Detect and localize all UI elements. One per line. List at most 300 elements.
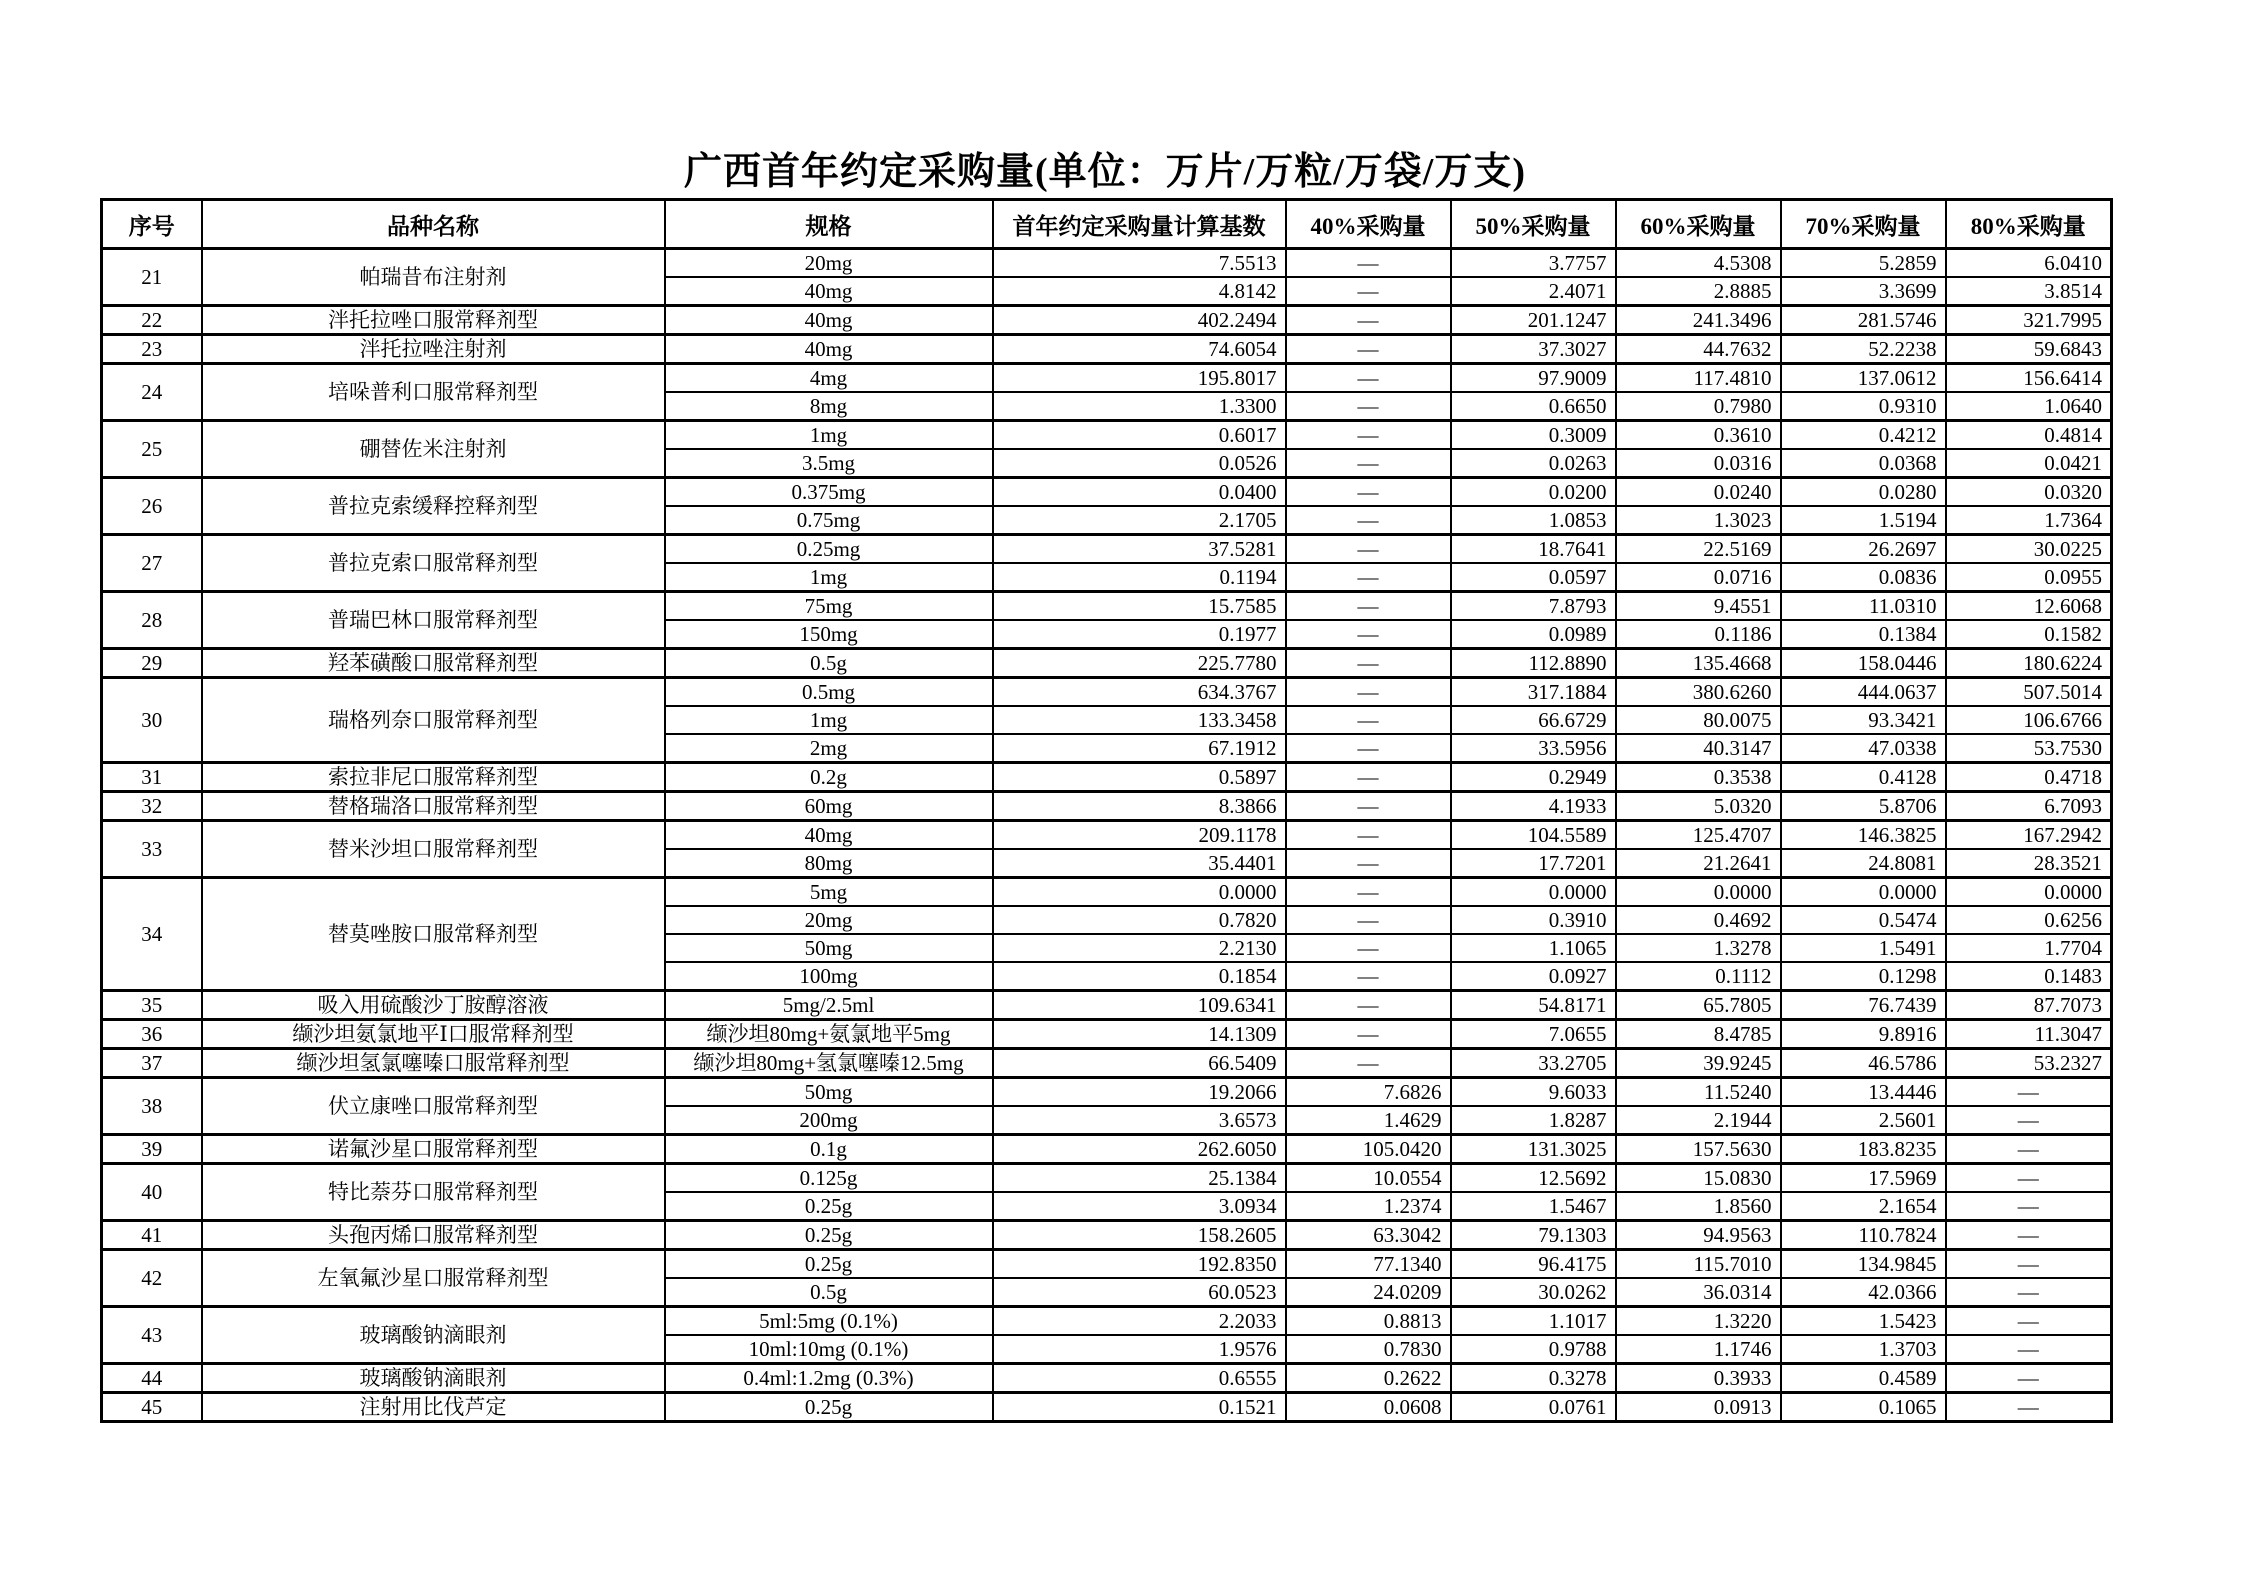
- table-row: [102, 1393, 2112, 1422]
- cell-spec: 20mg: [665, 249, 993, 278]
- cell-p50: 9.6033: [1451, 1078, 1616, 1107]
- cell-p80: —: [1946, 1335, 2112, 1364]
- cell-p50: 112.8890: [1451, 649, 1616, 678]
- cell-p60: 380.6260: [1616, 678, 1781, 707]
- cell-base-volume: 0.0526: [993, 449, 1286, 478]
- cell-p60: 157.5630: [1616, 1135, 1781, 1164]
- cell-p50: 4.1933: [1451, 792, 1616, 821]
- cell-seq: 40: [102, 1164, 202, 1221]
- cell-p40: —: [1286, 906, 1451, 934]
- cell-p60: 15.0830: [1616, 1164, 1781, 1193]
- cell-spec: 0.75mg: [665, 506, 993, 535]
- cell-p70: 0.0280: [1781, 478, 1946, 507]
- table-row: [102, 1049, 2112, 1078]
- cell-p60: 0.1186: [1616, 620, 1781, 649]
- cell-seq: 24: [102, 364, 202, 421]
- cell-p40: 10.0554: [1286, 1164, 1451, 1193]
- cell-seq: 38: [102, 1078, 202, 1135]
- cell-base-volume: 209.1178: [993, 821, 1286, 850]
- table-row: [102, 535, 2112, 564]
- cell-p80: 1.7704: [1946, 934, 2112, 962]
- cell-spec: 0.5g: [665, 649, 993, 678]
- cell-product-name: 替莫唑胺口服常释剂型: [202, 878, 665, 991]
- cell-p60: 0.0240: [1616, 478, 1781, 507]
- cell-p40: 0.2622: [1286, 1364, 1451, 1393]
- cell-product-name: 左氧氟沙星口服常释剂型: [202, 1250, 665, 1307]
- cell-spec: 4mg: [665, 364, 993, 393]
- table-body: [102, 249, 2112, 1422]
- table-row: [102, 335, 2112, 364]
- cell-seq: 32: [102, 792, 202, 821]
- cell-base-volume: 3.0934: [993, 1192, 1286, 1221]
- cell-p70: 9.8916: [1781, 1020, 1946, 1049]
- cell-p70: 444.0637: [1781, 678, 1946, 707]
- cell-base-volume: 225.7780: [993, 649, 1286, 678]
- cell-seq: 43: [102, 1307, 202, 1364]
- cell-spec: 0.375mg: [665, 478, 993, 507]
- cell-p50: 12.5692: [1451, 1164, 1616, 1193]
- table-row: [102, 1164, 2112, 1193]
- cell-p60: 1.3220: [1616, 1307, 1781, 1336]
- cell-p50: 79.1303: [1451, 1221, 1616, 1250]
- cell-p40: 7.6826: [1286, 1078, 1451, 1107]
- cell-product-name: 普拉克索缓释控释剂型: [202, 478, 665, 535]
- cell-p50: 0.6650: [1451, 392, 1616, 421]
- cell-p50: 66.6729: [1451, 706, 1616, 734]
- cell-p70: 0.1298: [1781, 962, 1946, 991]
- cell-p60: 0.1112: [1616, 962, 1781, 991]
- cell-p40: —: [1286, 821, 1451, 850]
- cell-base-volume: 192.8350: [993, 1250, 1286, 1279]
- cell-p70: 0.1065: [1781, 1393, 1946, 1422]
- cell-p50: 0.0200: [1451, 478, 1616, 507]
- cell-p70: 0.5474: [1781, 906, 1946, 934]
- cell-base-volume: 1.3300: [993, 392, 1286, 421]
- cell-p50: 104.5589: [1451, 821, 1616, 850]
- cell-p60: 0.0913: [1616, 1393, 1781, 1422]
- cell-p60: 4.5308: [1616, 249, 1781, 278]
- cell-p70: 17.5969: [1781, 1164, 1946, 1193]
- cell-p40: —: [1286, 934, 1451, 962]
- cell-p40: —: [1286, 421, 1451, 450]
- cell-p70: 5.2859: [1781, 249, 1946, 278]
- cell-p50: 37.3027: [1451, 335, 1616, 364]
- cell-p60: 0.7980: [1616, 392, 1781, 421]
- cell-base-volume: 158.2605: [993, 1221, 1286, 1250]
- cell-p70: 13.4446: [1781, 1078, 1946, 1107]
- cell-p40: —: [1286, 734, 1451, 763]
- cell-p80: 30.0225: [1946, 535, 2112, 564]
- cell-seq: 27: [102, 535, 202, 592]
- cell-spec: 0.25g: [665, 1192, 993, 1221]
- cell-p40: 1.4629: [1286, 1106, 1451, 1135]
- cell-p70: 3.3699: [1781, 277, 1946, 306]
- table-header-row: [102, 200, 2112, 249]
- cell-p50: 1.5467: [1451, 1192, 1616, 1221]
- cell-p70: 110.7824: [1781, 1221, 1946, 1250]
- cell-spec: 5ml:5mg (0.1%): [665, 1307, 993, 1336]
- cell-spec: 10ml:10mg (0.1%): [665, 1335, 993, 1364]
- cell-p60: 115.7010: [1616, 1250, 1781, 1279]
- cell-p40: —: [1286, 763, 1451, 792]
- cell-p60: 40.3147: [1616, 734, 1781, 763]
- cell-p70: 76.7439: [1781, 991, 1946, 1020]
- cell-p40: —: [1286, 535, 1451, 564]
- cell-spec: 缬沙坦80mg+氢氯噻嗪12.5mg: [665, 1049, 993, 1078]
- cell-p40: —: [1286, 792, 1451, 821]
- cell-base-volume: 0.1521: [993, 1393, 1286, 1422]
- cell-product-name: 玻璃酸钠滴眼剂: [202, 1307, 665, 1364]
- cell-p50: 18.7641: [1451, 535, 1616, 564]
- cell-p40: —: [1286, 878, 1451, 907]
- cell-spec: 0.125g: [665, 1164, 993, 1193]
- table-row: [102, 249, 2112, 278]
- cell-p70: 0.4212: [1781, 421, 1946, 450]
- cell-p50: 0.3910: [1451, 906, 1616, 934]
- table-row: [102, 763, 2112, 792]
- cell-seq: 21: [102, 249, 202, 306]
- cell-base-volume: 25.1384: [993, 1164, 1286, 1193]
- cell-p50: 96.4175: [1451, 1250, 1616, 1279]
- cell-p40: —: [1286, 678, 1451, 707]
- header-40pct: 40%采购量: [1286, 200, 1451, 249]
- cell-p40: —: [1286, 649, 1451, 678]
- cell-seq: 30: [102, 678, 202, 763]
- cell-p80: 59.6843: [1946, 335, 2112, 364]
- cell-spec: 150mg: [665, 620, 993, 649]
- cell-p80: 0.1483: [1946, 962, 2112, 991]
- cell-p80: 0.6256: [1946, 906, 2112, 934]
- cell-spec: 0.5mg: [665, 678, 993, 707]
- cell-p70: 183.8235: [1781, 1135, 1946, 1164]
- cell-product-name: 诺氟沙星口服常释剂型: [202, 1135, 665, 1164]
- cell-product-name: 头孢丙烯口服常释剂型: [202, 1221, 665, 1250]
- table-row: [102, 306, 2112, 335]
- cell-product-name: 玻璃酸钠滴眼剂: [202, 1364, 665, 1393]
- cell-base-volume: 66.5409: [993, 1049, 1286, 1078]
- table-row: [102, 1221, 2112, 1250]
- cell-p50: 17.7201: [1451, 849, 1616, 878]
- cell-p60: 1.1746: [1616, 1335, 1781, 1364]
- cell-spec: 200mg: [665, 1106, 993, 1135]
- cell-p70: 0.9310: [1781, 392, 1946, 421]
- cell-p70: 134.9845: [1781, 1250, 1946, 1279]
- cell-p70: 93.3421: [1781, 706, 1946, 734]
- cell-spec: 2mg: [665, 734, 993, 763]
- cell-p80: 1.7364: [1946, 506, 2112, 535]
- cell-base-volume: 19.2066: [993, 1078, 1286, 1107]
- cell-p50: 1.0853: [1451, 506, 1616, 535]
- cell-base-volume: 0.5897: [993, 763, 1286, 792]
- cell-p80: —: [1946, 1164, 2112, 1193]
- cell-p50: 317.1884: [1451, 678, 1616, 707]
- cell-p80: 28.3521: [1946, 849, 2112, 878]
- cell-p80: —: [1946, 1250, 2112, 1279]
- header-base-volume: 首年约定采购量计算基数: [993, 200, 1286, 249]
- cell-seq: 34: [102, 878, 202, 991]
- cell-p80: 0.0000: [1946, 878, 2112, 907]
- cell-seq: 45: [102, 1393, 202, 1422]
- cell-spec: 1mg: [665, 421, 993, 450]
- cell-p60: 0.4692: [1616, 906, 1781, 934]
- cell-base-volume: 3.6573: [993, 1106, 1286, 1135]
- cell-p50: 3.7757: [1451, 249, 1616, 278]
- cell-base-volume: 195.8017: [993, 364, 1286, 393]
- cell-base-volume: 74.6054: [993, 335, 1286, 364]
- cell-p80: 0.0955: [1946, 563, 2112, 592]
- cell-p80: 156.6414: [1946, 364, 2112, 393]
- cell-base-volume: 402.2494: [993, 306, 1286, 335]
- cell-p70: 1.3703: [1781, 1335, 1946, 1364]
- cell-p60: 8.4785: [1616, 1020, 1781, 1049]
- cell-seq: 23: [102, 335, 202, 364]
- cell-p80: 11.3047: [1946, 1020, 2112, 1049]
- cell-p80: 3.8514: [1946, 277, 2112, 306]
- table-row: [102, 878, 2112, 907]
- cell-p80: 0.1582: [1946, 620, 2112, 649]
- cell-p60: 65.7805: [1616, 991, 1781, 1020]
- cell-p50: 0.0927: [1451, 962, 1616, 991]
- cell-product-name: 特比萘芬口服常释剂型: [202, 1164, 665, 1221]
- cell-p60: 44.7632: [1616, 335, 1781, 364]
- cell-p50: 7.8793: [1451, 592, 1616, 621]
- header-70pct: 70%采购量: [1781, 200, 1946, 249]
- cell-p40: —: [1286, 506, 1451, 535]
- cell-base-volume: 35.4401: [993, 849, 1286, 878]
- procurement-table: [100, 198, 2113, 1423]
- cell-seq: 33: [102, 821, 202, 878]
- table-row: [102, 592, 2112, 621]
- cell-p50: 0.3278: [1451, 1364, 1616, 1393]
- cell-p70: 2.5601: [1781, 1106, 1946, 1135]
- cell-p80: —: [1946, 1278, 2112, 1307]
- cell-product-name: 替米沙坦口服常释剂型: [202, 821, 665, 878]
- cell-p50: 0.9788: [1451, 1335, 1616, 1364]
- cell-p50: 0.0989: [1451, 620, 1616, 649]
- cell-p60: 1.8560: [1616, 1192, 1781, 1221]
- cell-p50: 0.3009: [1451, 421, 1616, 450]
- cell-base-volume: 0.7820: [993, 906, 1286, 934]
- cell-p60: 21.2641: [1616, 849, 1781, 878]
- cell-product-name: 普拉克索口服常释剂型: [202, 535, 665, 592]
- cell-spec: 40mg: [665, 306, 993, 335]
- cell-seq: 22: [102, 306, 202, 335]
- page-title: 广西首年约定采购量(单位：万片/万粒/万袋/万支): [684, 151, 1526, 193]
- cell-p50: 0.0000: [1451, 878, 1616, 907]
- cell-spec: 0.1g: [665, 1135, 993, 1164]
- cell-p60: 94.9563: [1616, 1221, 1781, 1250]
- cell-p80: 0.0421: [1946, 449, 2112, 478]
- cell-p70: 0.0368: [1781, 449, 1946, 478]
- cell-base-volume: 2.2130: [993, 934, 1286, 962]
- cell-base-volume: 262.6050: [993, 1135, 1286, 1164]
- cell-spec: 0.5g: [665, 1278, 993, 1307]
- cell-base-volume: 0.6017: [993, 421, 1286, 450]
- table-row: [102, 1078, 2112, 1107]
- cell-p40: 0.8813: [1286, 1307, 1451, 1336]
- cell-p60: 117.4810: [1616, 364, 1781, 393]
- cell-spec: 40mg: [665, 821, 993, 850]
- cell-seq: 25: [102, 421, 202, 478]
- cell-base-volume: 109.6341: [993, 991, 1286, 1020]
- cell-spec: 80mg: [665, 849, 993, 878]
- table-row: [102, 678, 2112, 707]
- cell-p40: 63.3042: [1286, 1221, 1451, 1250]
- cell-p70: 1.5194: [1781, 506, 1946, 535]
- table-row: [102, 821, 2112, 850]
- cell-base-volume: 60.0523: [993, 1278, 1286, 1307]
- cell-product-name: 伏立康唑口服常释剂型: [202, 1078, 665, 1135]
- cell-p70: 137.0612: [1781, 364, 1946, 393]
- cell-spec: 50mg: [665, 1078, 993, 1107]
- cell-p40: —: [1286, 1020, 1451, 1049]
- cell-p40: 77.1340: [1286, 1250, 1451, 1279]
- cell-p70: 158.0446: [1781, 649, 1946, 678]
- cell-p40: —: [1286, 592, 1451, 621]
- cell-spec: 1mg: [665, 706, 993, 734]
- table-row: [102, 421, 2112, 450]
- cell-p70: 0.4589: [1781, 1364, 1946, 1393]
- cell-p80: 87.7073: [1946, 991, 2112, 1020]
- cell-p60: 125.4707: [1616, 821, 1781, 850]
- cell-p40: —: [1286, 277, 1451, 306]
- cell-p80: —: [1946, 1135, 2112, 1164]
- cell-p60: 80.0075: [1616, 706, 1781, 734]
- cell-base-volume: 0.1194: [993, 563, 1286, 592]
- cell-seq: 41: [102, 1221, 202, 1250]
- cell-p50: 1.8287: [1451, 1106, 1616, 1135]
- cell-p70: 47.0338: [1781, 734, 1946, 763]
- cell-p50: 33.2705: [1451, 1049, 1616, 1078]
- cell-p80: —: [1946, 1221, 2112, 1250]
- cell-base-volume: 0.1854: [993, 962, 1286, 991]
- cell-spec: 0.2g: [665, 763, 993, 792]
- cell-base-volume: 2.2033: [993, 1307, 1286, 1336]
- cell-p50: 201.1247: [1451, 306, 1616, 335]
- cell-p80: —: [1946, 1307, 2112, 1336]
- cell-p80: 6.0410: [1946, 249, 2112, 278]
- cell-p70: 26.2697: [1781, 535, 1946, 564]
- cell-spec: 50mg: [665, 934, 993, 962]
- cell-p40: —: [1286, 620, 1451, 649]
- header-60pct: 60%采购量: [1616, 200, 1781, 249]
- cell-p50: 0.2949: [1451, 763, 1616, 792]
- cell-p40: —: [1286, 392, 1451, 421]
- cell-base-volume: 7.5513: [993, 249, 1286, 278]
- cell-seq: 39: [102, 1135, 202, 1164]
- cell-p40: —: [1286, 449, 1451, 478]
- cell-base-volume: 67.1912: [993, 734, 1286, 763]
- cell-p40: —: [1286, 335, 1451, 364]
- cell-p50: 2.4071: [1451, 277, 1616, 306]
- cell-p60: 2.8885: [1616, 277, 1781, 306]
- cell-spec: 5mg/2.5ml: [665, 991, 993, 1020]
- cell-seq: 29: [102, 649, 202, 678]
- cell-spec: 20mg: [665, 906, 993, 934]
- cell-p80: 321.7995: [1946, 306, 2112, 335]
- cell-p40: —: [1286, 364, 1451, 393]
- cell-p80: —: [1946, 1393, 2112, 1422]
- cell-spec: 0.25mg: [665, 535, 993, 564]
- cell-p60: 11.5240: [1616, 1078, 1781, 1107]
- cell-p60: 241.3496: [1616, 306, 1781, 335]
- cell-p50: 33.5956: [1451, 734, 1616, 763]
- cell-spec: 0.25g: [665, 1221, 993, 1250]
- cell-p40: —: [1286, 306, 1451, 335]
- cell-p70: 46.5786: [1781, 1049, 1946, 1078]
- cell-seq: 35: [102, 991, 202, 1020]
- cell-product-name: 瑞格列奈口服常释剂型: [202, 678, 665, 763]
- cell-p50: 1.1017: [1451, 1307, 1616, 1336]
- cell-product-name: 缬沙坦氢氯噻嗪口服常释剂型: [202, 1049, 665, 1078]
- cell-p50: 30.0262: [1451, 1278, 1616, 1307]
- cell-p60: 0.3610: [1616, 421, 1781, 450]
- cell-p60: 1.3278: [1616, 934, 1781, 962]
- cell-p80: 0.4814: [1946, 421, 2112, 450]
- cell-p50: 97.9009: [1451, 364, 1616, 393]
- cell-base-volume: 1.9576: [993, 1335, 1286, 1364]
- cell-seq: 28: [102, 592, 202, 649]
- cell-p80: 180.6224: [1946, 649, 2112, 678]
- cell-spec: 0.25g: [665, 1250, 993, 1279]
- cell-p60: 1.3023: [1616, 506, 1781, 535]
- cell-product-name: 羟苯磺酸口服常释剂型: [202, 649, 665, 678]
- cell-product-name: 索拉非尼口服常释剂型: [202, 763, 665, 792]
- cell-spec: 1mg: [665, 563, 993, 592]
- cell-product-name: 帕瑞昔布注射剂: [202, 249, 665, 306]
- cell-p70: 0.4128: [1781, 763, 1946, 792]
- cell-spec: 3.5mg: [665, 449, 993, 478]
- cell-p60: 0.0716: [1616, 563, 1781, 592]
- cell-p70: 24.8081: [1781, 849, 1946, 878]
- cell-product-name: 培哚普利口服常释剂型: [202, 364, 665, 421]
- table-row: [102, 792, 2112, 821]
- cell-spec: 0.25g: [665, 1393, 993, 1422]
- header-seq: 序号: [102, 200, 202, 249]
- cell-p70: 0.0000: [1781, 878, 1946, 907]
- cell-p60: 36.0314: [1616, 1278, 1781, 1307]
- cell-p60: 0.0000: [1616, 878, 1781, 907]
- cell-p80: 0.4718: [1946, 763, 2112, 792]
- cell-p40: —: [1286, 991, 1451, 1020]
- cell-p40: 105.0420: [1286, 1135, 1451, 1164]
- cell-p40: 0.7830: [1286, 1335, 1451, 1364]
- cell-p50: 7.0655: [1451, 1020, 1616, 1049]
- cell-base-volume: 0.6555: [993, 1364, 1286, 1393]
- cell-p70: 52.2238: [1781, 335, 1946, 364]
- cell-p80: —: [1946, 1192, 2112, 1221]
- cell-product-name: 硼替佐米注射剂: [202, 421, 665, 478]
- cell-p60: 0.3538: [1616, 763, 1781, 792]
- table-row: [102, 1364, 2112, 1393]
- cell-product-name: 替格瑞洛口服常释剂型: [202, 792, 665, 821]
- cell-base-volume: 14.1309: [993, 1020, 1286, 1049]
- cell-p80: 1.0640: [1946, 392, 2112, 421]
- cell-seq: 42: [102, 1250, 202, 1307]
- cell-p40: —: [1286, 962, 1451, 991]
- cell-p60: 9.4551: [1616, 592, 1781, 621]
- cell-p60: 135.4668: [1616, 649, 1781, 678]
- table-row: [102, 991, 2112, 1020]
- cell-product-name: 吸入用硫酸沙丁胺醇溶液: [202, 991, 665, 1020]
- cell-p80: 507.5014: [1946, 678, 2112, 707]
- header-product-name: 品种名称: [202, 200, 665, 249]
- cell-p80: 12.6068: [1946, 592, 2112, 621]
- cell-p40: 0.0608: [1286, 1393, 1451, 1422]
- cell-product-name: 注射用比伐芦定: [202, 1393, 665, 1422]
- cell-p70: 281.5746: [1781, 306, 1946, 335]
- cell-spec: 75mg: [665, 592, 993, 621]
